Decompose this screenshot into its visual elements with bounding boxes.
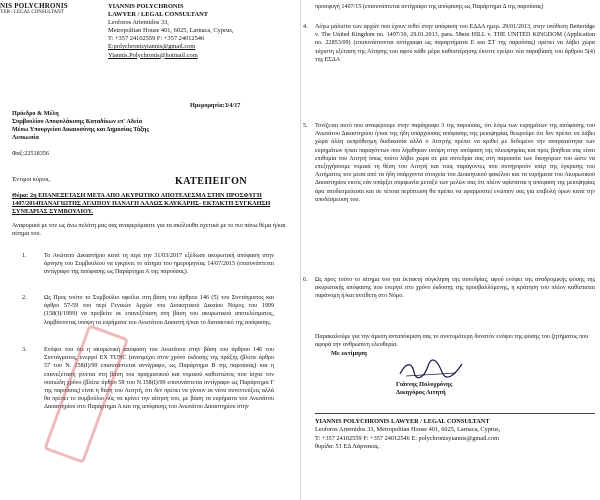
- regards: Με εκτίμηση: [331, 350, 367, 357]
- paragraph-number: 2.: [22, 294, 27, 301]
- letterhead: [108, 3, 298, 60]
- logo-name: NIS POLYCHRONIS: [0, 2, 68, 10]
- letterhead-phones: T: +357 24102559 F: +357 24012546: [108, 35, 205, 43]
- paragraph-3: Ενόψει του ότι η ακυρωτική απόφαση του Ανωτάτου στην βάση του άρθρου 146 του Συντάγματος, ενεργεί ΕΧ TUNC (ανατρέχει στον χρόνο έκδοσης της πράξης (βλέπε άρθρο 57 του Ν. 158(Ι)/99 επισυνάπτεται αντίγραφο, ως Παράρτημα Β της παρούσας) και η επανεξέταση γίνεται στη βάση του πραγματικού και νομικού καθεστώτος που ίσχυε τον ουσιώδη χρόνο (βλέπε άρθρο 58 του Ν.158(Ι)/99 επισυνάπτεται αντίγραφο ως Παράρτημα Γ της παρούσας) είναι η θέση του Αιτητή, ότι δεν πρέπει να γίνουν εκ νέου συνεντεύξεις αλλά θα πρέπει το συμβούλιο ούς να κρίνει την αίτηση του, με βάση τα ευρήματα του Ανωτάτου Δικαστηρίου στο Παράρτημα Α και της απόφασης του Ανωτάτου Δικαστηρίου στην: [44, 347, 274, 411]
- paragraph-1: Το Ανώτατο Δικαστήριο κατά τη περί την 31/03/2017 εξέδωσε ακυρωτική απόφαση στην άρνηση του Συμβουλίου να εγκρίνει το αίτημα του ημερομηνίας 14/07/2015 (επισυνάπτεται αντίγραφο της απόφασης ως Παράρτημα Α της παρούσας).: [44, 253, 274, 276]
- paragraph-3-continued: προσφυγή 1407/15 (επισυνάπτεται αντίγραφο της απόφασης ως Παράρτημα Δ της παρούσας): [315, 4, 544, 10]
- footer-phones: T: +357 24102559 F: +357 24012546 E: polychronisyiannis@gmail.com: [315, 434, 499, 442]
- letterhead-title: LAWYER / LEGAL CONSULTANT: [108, 11, 208, 19]
- logo: [0, 2, 72, 15]
- stamp-watermark: [34, 300, 144, 490]
- footer-address: Leoforos Artemidos 33, Metropolitan House 401, 6025, Larnaca, Cyprus,: [315, 426, 501, 434]
- closing-paragraph: Παρακαλούμε για την άμεση ανταπόκριση σας το συντομότερη δυνατόν ενόψει της φύσης του ζητήματος που αφορά την ανθρώπινη ελευθερία.: [315, 333, 589, 349]
- paragraph-number: 3.: [22, 346, 27, 353]
- recipient-line: Λευκωσία: [12, 134, 39, 141]
- footer-po-box: θυρίδα: 51 ΕΔ Λάρνακας.: [315, 442, 380, 450]
- footer: [315, 418, 595, 451]
- letterhead-name: YIANNIS POLYCHRONIS: [108, 3, 184, 10]
- intro-paragraph: Αναφορικά με τον ως άνω πελάτη μας σας αναφερόμαστε για τα ακόλουθα σχετικά με το πιο πάνω θέμα ή/και αίτημα του.: [12, 222, 286, 237]
- logo-subtitle: YER / LEGAL CONSULTANT: [0, 10, 64, 15]
- signatory: [396, 381, 452, 397]
- letterhead-email2[interactable]: Yiannis.Polychronis@hotmail.com: [108, 51, 198, 59]
- signatory-role: Δικηγόρος Αιτητή: [396, 389, 446, 396]
- paragraph-number: 6.: [303, 276, 308, 283]
- recipient-line: Συμβουλίου Αποφυλάκισης Καταδίκων επ' Αδεία: [12, 118, 143, 125]
- handwritten-signature: [396, 358, 466, 380]
- footer-name: YIANNIS POLYCHRONIS LAWYER / LEGAL CONSULTANT: [315, 418, 490, 425]
- signatory-name: Γιάννης Πολυχρόνης: [396, 381, 453, 388]
- paragraph-2: Ως Προς τούτο το Συμβούλιο οφείλει στη βάση του άρθρου 146 (5) του Συντάγματος και άρθρο 57-59 του περί Γενικών Αρχών του Διοικητικού Δικαίου Νόμος του 1999 (158(Ι)/1999) να προβείτε σε επανεξέταση στη βάση του ακυρωτικού αποτελέσματος, λαμβάνοντας υπόψη τα ευρήματα του Ανωτάτου Δικαστή ή/και το διατακτικό της απόφασης.: [44, 295, 274, 326]
- paragraph-number: 5.: [303, 122, 308, 129]
- paragraph-6: Ως προς τούτο το αίτημα του για έκτακτη σύγκληση της συνεδρίας, αφού ενόψει της αναδρομικής φύσης της ακυρωτικής απόφασης που ενεργεί στο χρόνο έκδοσης της προσβαλλόμενης, η κράτηση του πλέον καθίσταται παράνομη ή/και αντίθετη στο Νόμο.: [315, 277, 595, 300]
- letterhead-address1: Leoforos Artemidos 33,: [108, 19, 169, 27]
- right-column: [301, 0, 600, 500]
- subject-line: Θέμα: 2η ΕΠΑΝΕΞΕΤΑΣΗ ΜΕΤΑ ΑΠΟ ΑΚΥΡΩΤΙΚΟ ΑΠΟΤΕΛΕΣΜΑ ΣΤΗΝ ΠΡΟΣΦΥΓΗ 1407/2014ΠΑΝΑΓΙΩΤΗΣ ΑΓΑΠΙΟΥ ΠΑΝΑΓΗ ΑΛΛΩΣ ΚΑΥΚΑΡΗΣ- ΕΚΤΑΚΤΗ ΣΥΓΚΛΗΣΗ ΣΥΝΕΔΡΙΑΣ ΣΥΜΒΟΥΛΙΟΥ.: [12, 192, 271, 215]
- footer-divider: [315, 413, 595, 414]
- greeting: Έντιμοι κύριοι,: [12, 176, 51, 183]
- letterhead-address2: Metropolitan House 401, 6025, Larnaca, Cyprus,: [108, 27, 234, 35]
- recipient-block: [12, 110, 149, 142]
- letterhead-email1[interactable]: E:polychronisyiannis@gmail.com: [108, 43, 196, 51]
- fax-number: Φαξ:22518356: [12, 150, 49, 157]
- paragraph-5: Τονίζεται αυτό που αναφέρουμε στην παράγραφο 3 της παρούσας, ότι λόγω των ευρημάτων της απόφασης του Ανωτάτου Δικαστηρίου ή/και της ήδη υπάρχουσας απόφασης της μειοψηφίας θεωρούμε ότι δεν πρέπει να λάβει χώρα άλλη εκπρόθεσμη διαδικασία αλλά ο Αιτητής πρέπει να κριθεί με δεδομένο την αναγκαιότητα των ευρημάτων ή/και παραγόντων που λήφθηκαν υπόψη στην απόφαση της πλειοψηφίας και προς βοήθεια σας είναι επιθυμία του Αιτητή όπως τούτο λάβει χώρα σε μια συνεδρία σας στη παρουσία των δικηγόρων του ώστε να επεξηγήσουμε νομικά τη θέση του Αιτητή και τους παράγοντες που συνηγορούν υπέρ της έγκρισης του Αιτήματος του μέσα από τα ήδη υπάρχοντα στοιχεία του Διοικητικού φακέλου και τα ευρήματα του Ακυρωτικού Δικαστηρίου εκτός εάν υπάρξει συμφωνία μεταξύ των μελών σας ότι πλέον υφίσταται η απόφαση της μειοψηφίας άρα αποδεσμεύεσαι και σε τέτοια περίπτωση θα πρέπει να εφαρμοστεί ενώπιον σας για επιβολή όρων κατά την αποδέσμευση του.: [315, 123, 595, 203]
- paragraph-4: Λόγω μάλιστα των αρχών που έχουν τεθεί στην απόφαση του ΕΔΔΑ ημερ. 29/01/2013, στην υπόθεση Betteridge v. The United Kingdom no. 1497/10, 29.01.2013, para. 58και HILL v. THE UNITED KINGDOM (Application no. 22853/09) (επισυνάπτονται αντίγραφα ως παραρτήματα Ε και ΣΤ της παρούσας) πρέπει να λάβει χώρα τάχιστη εξέταση της Αίτησης του αφού κάθε μέρα καθυστέρησης έκτοτε εγείρει νέα παραβίαση του άρθρου 5(4) της ΕΣΔΑ: [315, 24, 595, 63]
- paragraph-number: 1.: [22, 252, 27, 259]
- urgent-heading: ΚΑΤΕΠΕΙΓΟΝ: [175, 176, 248, 187]
- letter-date: Ημερομηνία:3/4/17: [190, 102, 241, 109]
- recipient-line: Μέσω Υπουργείου Δικαιοσύνης και Δημοσίας Τάξης: [12, 126, 150, 133]
- paragraph-number: 4.: [303, 23, 308, 30]
- recipient-line: Πρόεδρο & Μέλη: [12, 110, 59, 117]
